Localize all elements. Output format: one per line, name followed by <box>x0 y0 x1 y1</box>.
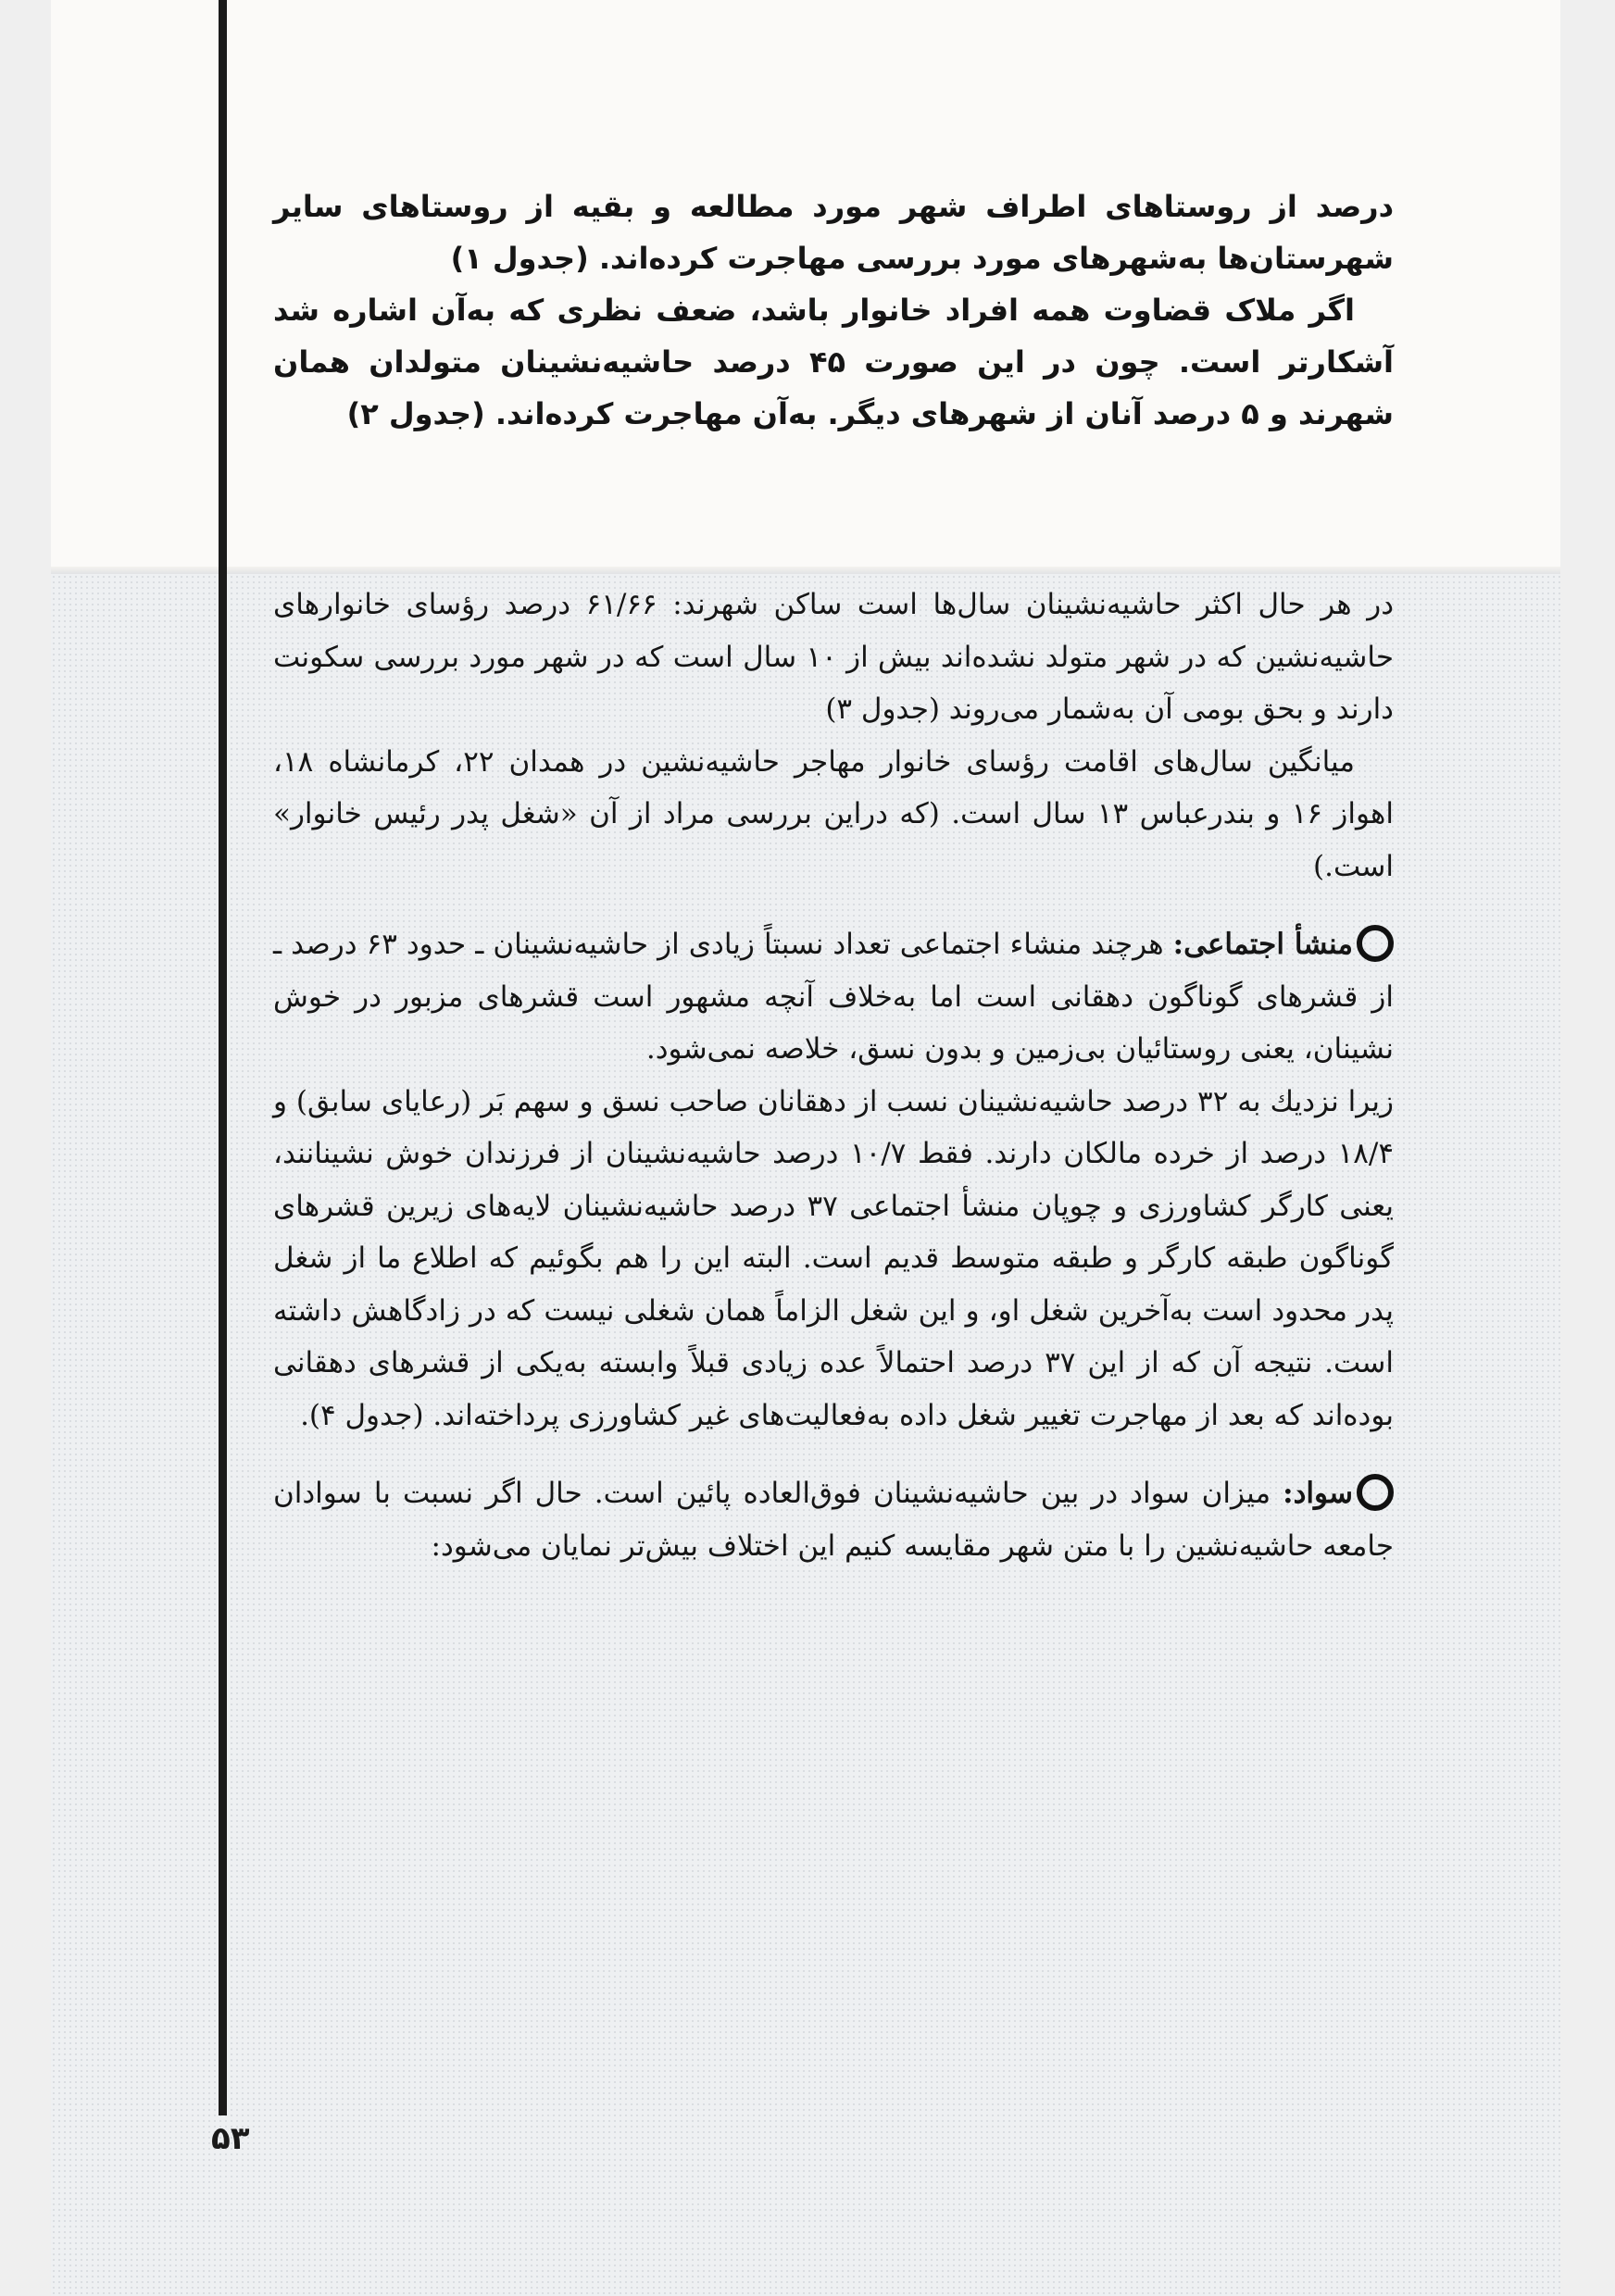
top-text-block <box>273 181 1394 440</box>
paragraph: زیرا نزدیك به ۳۲ درصد حاشیه‌نشینان نسب از دهقانان صاحب نسق و سهم بَر (رعایای سابق) و ۱۸/۴ درصد از خرده مالکان دارند. فقط ۱۰/۷ درصد حاشیه‌نشینان از فرزندان خوش نشینانند، یعنی کارگر کشاورزی و چوپان منشأ اجتماعی ۳۷ درصد حاشیه‌نشینان لایه‌های زیرین قشرهای گوناگون طبقه کارگر و طبقه متوسط قدیم است. البته این را هم بگوئیم که اطلاع ما از شغل پدر محدود است به‌آخرین شغل او، و این شغل الزاماً همان شغلی نیست که در زادگاهش داشته است. نتیجه آن که از این ۳۷ درصد احتمالاً عده زیادی قبلاً وابسته به‌یکی از قشرهای دهقانی بوده‌اند که بعد از مهاجرت تغییر شغل داده به‌فعالیت‌های غیر کشاورزی پرداخته‌اند. (جدول ۴). <box>273 1084 1395 1432</box>
circle-bullet-icon <box>1357 1474 1394 1511</box>
paper-seam <box>51 567 1560 574</box>
paragraph: میانگین سال‌های اقامت رؤسای خانوار مهاجر حاشیه‌نشین در همدان ۲۲، کرمانشاه ۱۸، اهواز ۱۶ و بندرعباس ۱۳ سال است. (که دراین بررسی مراد از آن «شغل پدر رئیس خانوار» است.) <box>273 744 1394 883</box>
circle-bullet-icon <box>1357 925 1394 962</box>
section-body: میزان سواد در بین حاشیه‌نشینان فوق‌العاده پائین است. حال اگر نسبت با سوادان جامعه حاشیه‌نشین را با متن شهر مقایسه کنیم این اختلاف بیش‌تر نمایان می‌شود: <box>273 1477 1394 1563</box>
section-title: سواد: <box>1283 1477 1353 1510</box>
section-social-origin <box>273 918 1394 1076</box>
page-number: ۵۳ <box>211 2120 250 2157</box>
spacer <box>273 892 1394 918</box>
section-body: هرچند منشاء اجتماعی تعداد نسبتاً زیادی از حاشیه‌نشینان ـ حدود ۶۳ درصد ـ از قشرهای گوناگون دهقانی است اما به‌خلاف آنچه مشهور است قشرهای مزبور در خوش نشینان، یعنی روستائیان بی‌زمین و بدون نسق، خلاصه نمی‌شود. <box>273 928 1394 1066</box>
paragraph: درصد از روستاهای اطراف شهر مورد مطالعه و بقیه از روستاهای سایر شهرستان‌ها به‌شهرهای مورد بررسی مهاجرت کرده‌اند. (جدول ۱) <box>273 189 1394 276</box>
paragraph: در هر حال اکثر حاشیه‌نشینان سال‌ها است ساکن شهرند: ۶۱/۶۶ درصد رؤسای خانوارهای حاشیه‌نشین که در شهر متولد نشده‌اند بیش از ۱۰ سال است که در شهر مورد بررسی سکونت دارند و بحق بومی آن به‌شمار می‌روند (جدول ۳) <box>273 588 1395 726</box>
paragraph: اگر ملاک قضاوت همه افراد خانوار باشد، ضعف نظری که به‌آن اشاره شد آشکارتر است. چون در این صورت ۴۵ درصد حاشیه‌نشینان متولدان همان شهرند و ۵ درصد آنان از شهرهای دیگر. به‌آن مهاجرت کرده‌اند. (جدول ۲) <box>273 293 1395 431</box>
vertical-margin-rule <box>219 0 227 2115</box>
spacer <box>273 1441 1394 1467</box>
main-text-block <box>273 579 1394 1572</box>
section-literacy <box>273 1467 1394 1572</box>
section-title: منشأ اجتماعی: <box>1172 928 1353 961</box>
